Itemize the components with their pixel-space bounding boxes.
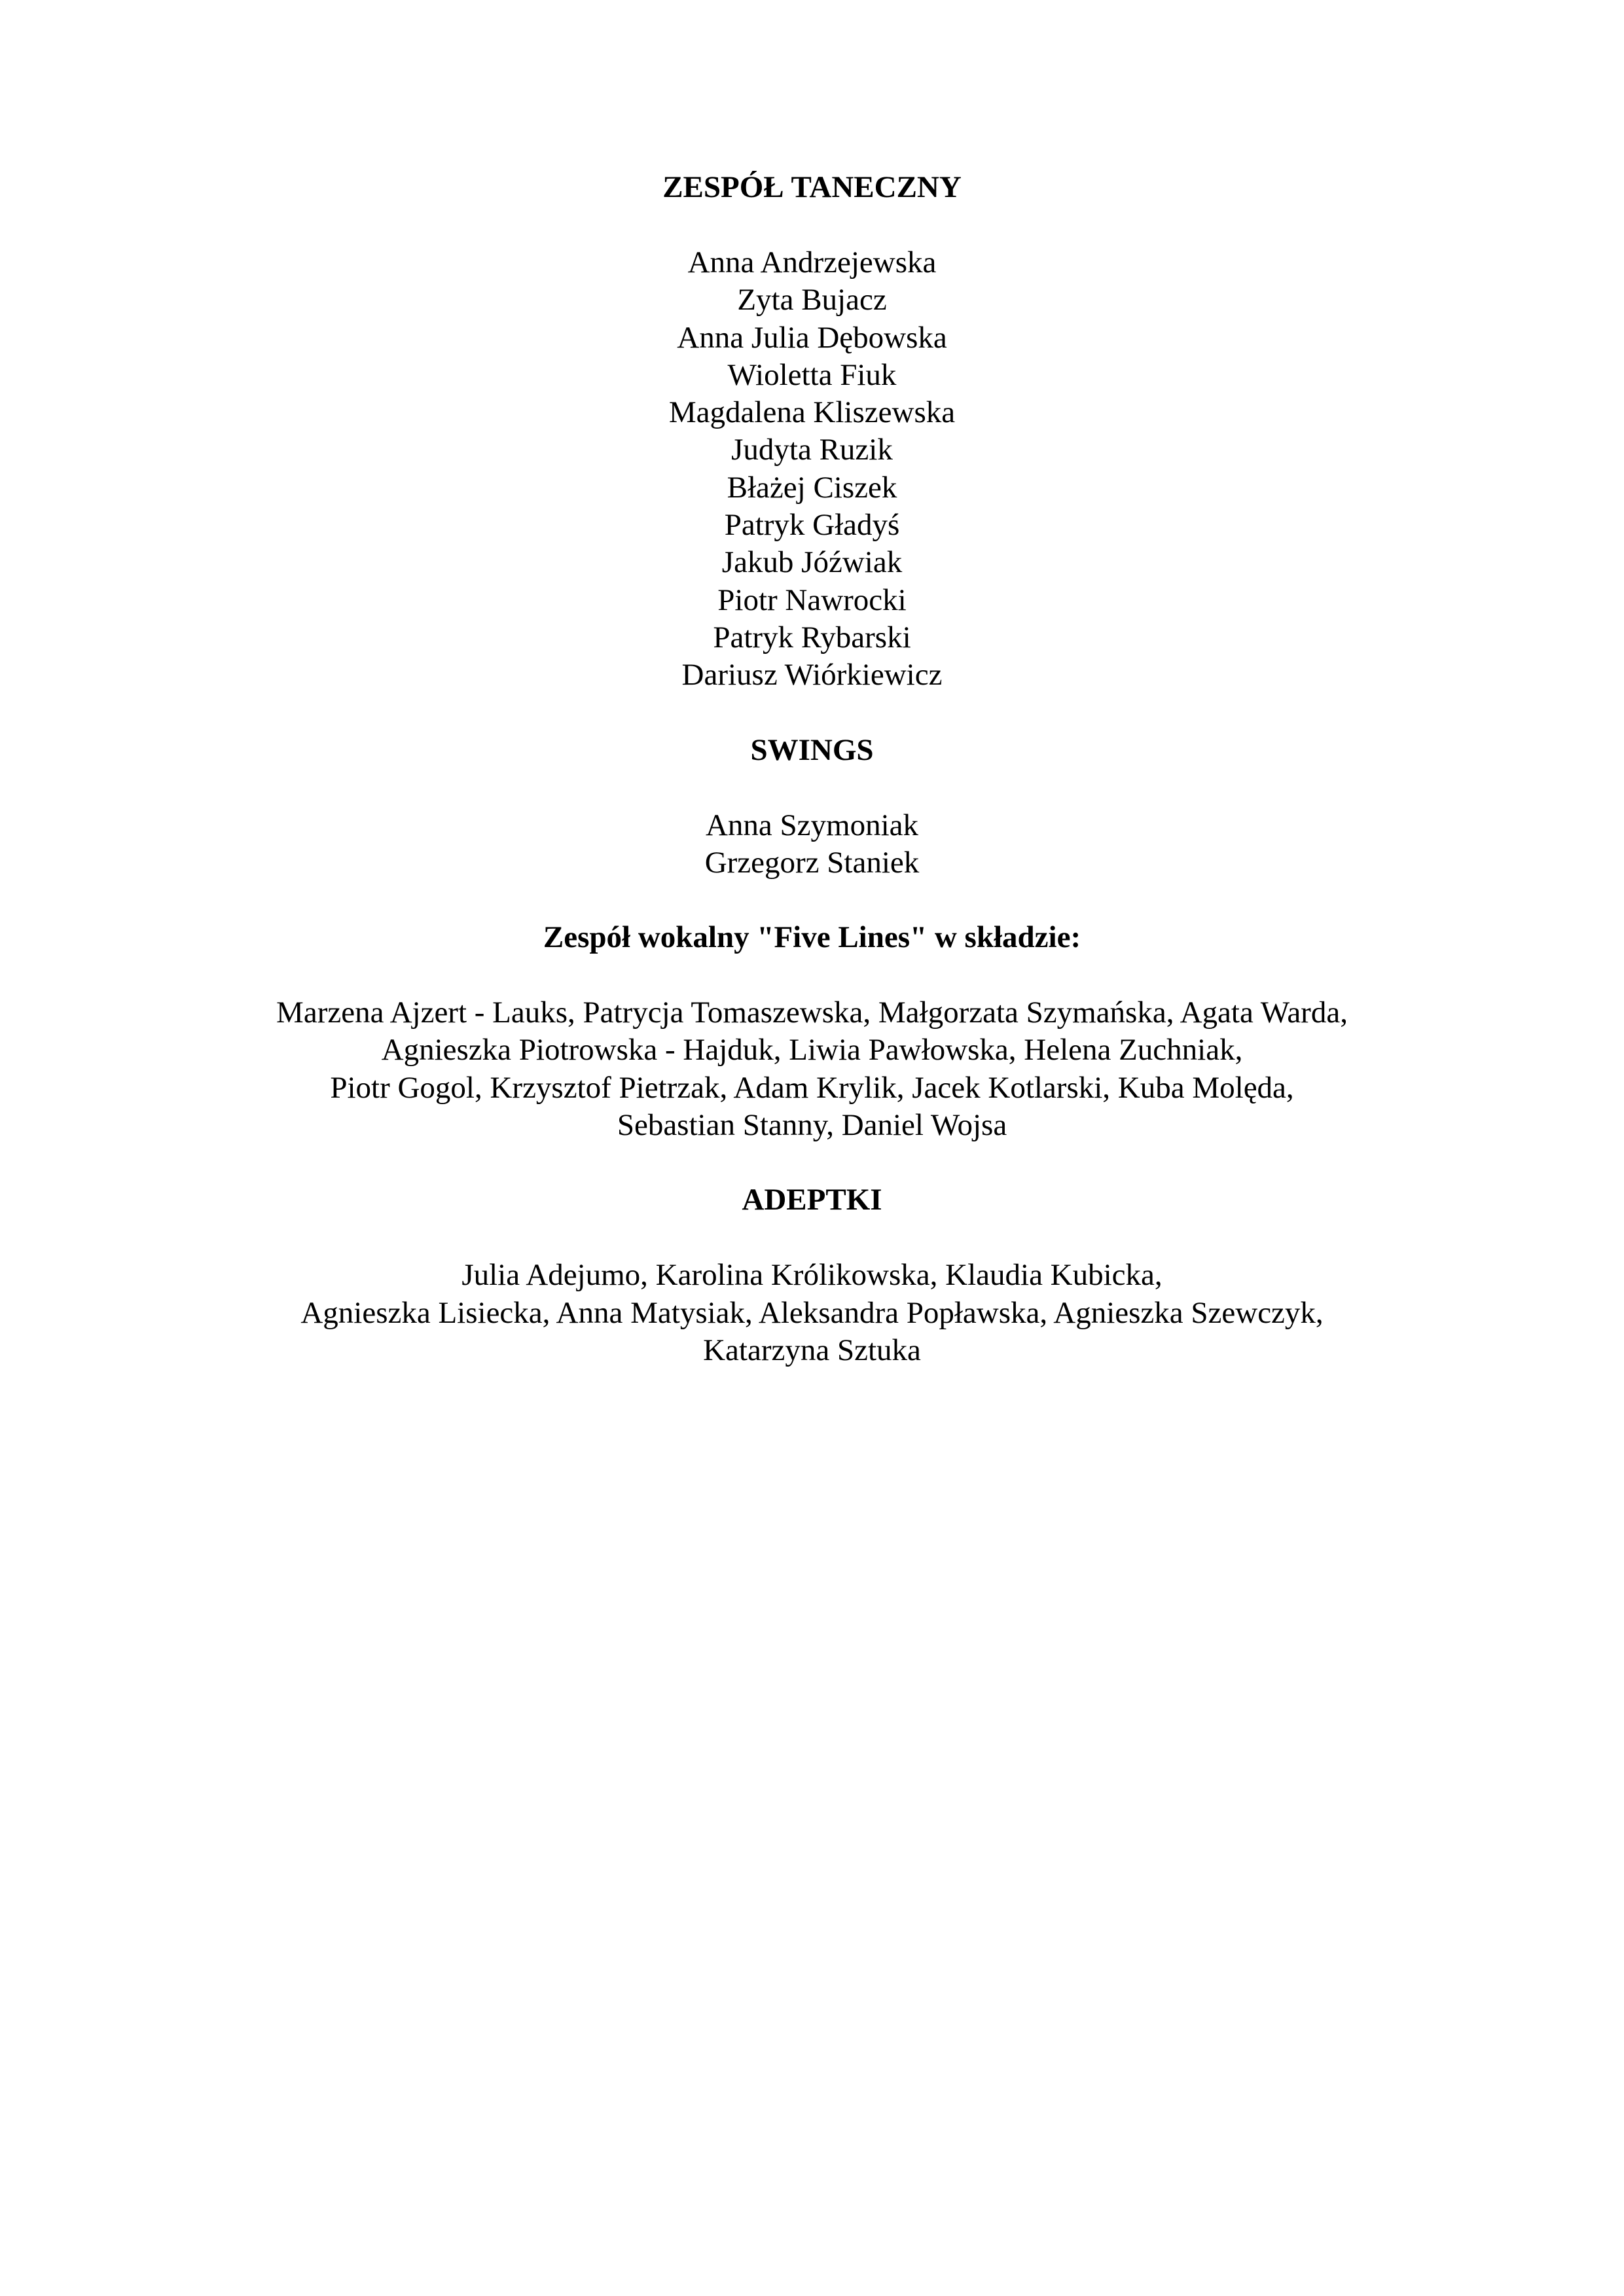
swings-heading: SWINGS xyxy=(750,732,874,767)
paragraph-line: Julia Adejumo, Karolina Królikowska, Klaudia Kubicka, xyxy=(461,1258,1163,1293)
list-item: Judyta Ruzik xyxy=(731,433,893,467)
vocal-ensemble-members xyxy=(164,994,1460,1144)
list-item: Magdalena Kliszewska xyxy=(668,395,956,430)
credits-content xyxy=(164,169,1460,1369)
dance-ensemble-section xyxy=(164,169,1460,694)
list-item: Patryk Gładyś xyxy=(724,508,900,543)
list-item: Anna Julia Dębowska xyxy=(677,320,947,355)
dance-ensemble-heading: ZESPÓŁ TANECZNY xyxy=(662,170,962,204)
vocal-ensemble-heading: Zespół wokalny "Five Lines" w składzie: xyxy=(543,920,1081,955)
dance-ensemble-list xyxy=(164,244,1460,694)
list-item: Wioletta Fiuk xyxy=(727,357,897,392)
paragraph-line: Agnieszka Piotrowska - Hajduk, Liwia Pawłowska, Helena Zuchniak, xyxy=(381,1033,1243,1067)
adeptki-heading: ADEPTKI xyxy=(742,1183,882,1217)
adeptki-section xyxy=(164,1181,1460,1369)
adeptki-members xyxy=(164,1257,1460,1369)
list-item: Zyta Bujacz xyxy=(737,283,887,317)
list-item: Piotr Nawrocki xyxy=(717,583,907,617)
vocal-ensemble-section xyxy=(164,919,1460,1144)
list-item: Jakub Jóźwiak xyxy=(721,545,903,580)
list-item: Błażej Ciszek xyxy=(727,470,897,505)
paragraph-line: Marzena Ajzert - Lauks, Patrycja Tomaszewska, Małgorzata Szymańska, Agata Warda, xyxy=(276,996,1348,1030)
list-item: Patryk Rybarski xyxy=(713,620,911,655)
swings-section xyxy=(164,732,1460,882)
list-item: Grzegorz Staniek xyxy=(704,845,920,880)
paragraph-line: Sebastian Stanny, Daniel Wojsa xyxy=(617,1108,1007,1143)
list-item: Anna Szymoniak xyxy=(705,808,919,842)
list-item: Anna Andrzejewska xyxy=(687,245,937,279)
list-item: Dariusz Wiórkiewicz xyxy=(681,658,943,692)
paragraph-line: Agnieszka Lisiecka, Anna Matysiak, Aleksandra Popławska, Agnieszka Szewczyk, xyxy=(300,1295,1324,1330)
paragraph-line: Piotr Gogol, Krzysztof Pietrzak, Adam Krylik, Jacek Kotlarski, Kuba Molęda, xyxy=(330,1070,1294,1105)
paragraph-line: Katarzyna Sztuka xyxy=(703,1333,921,1367)
swings-list xyxy=(164,807,1460,882)
